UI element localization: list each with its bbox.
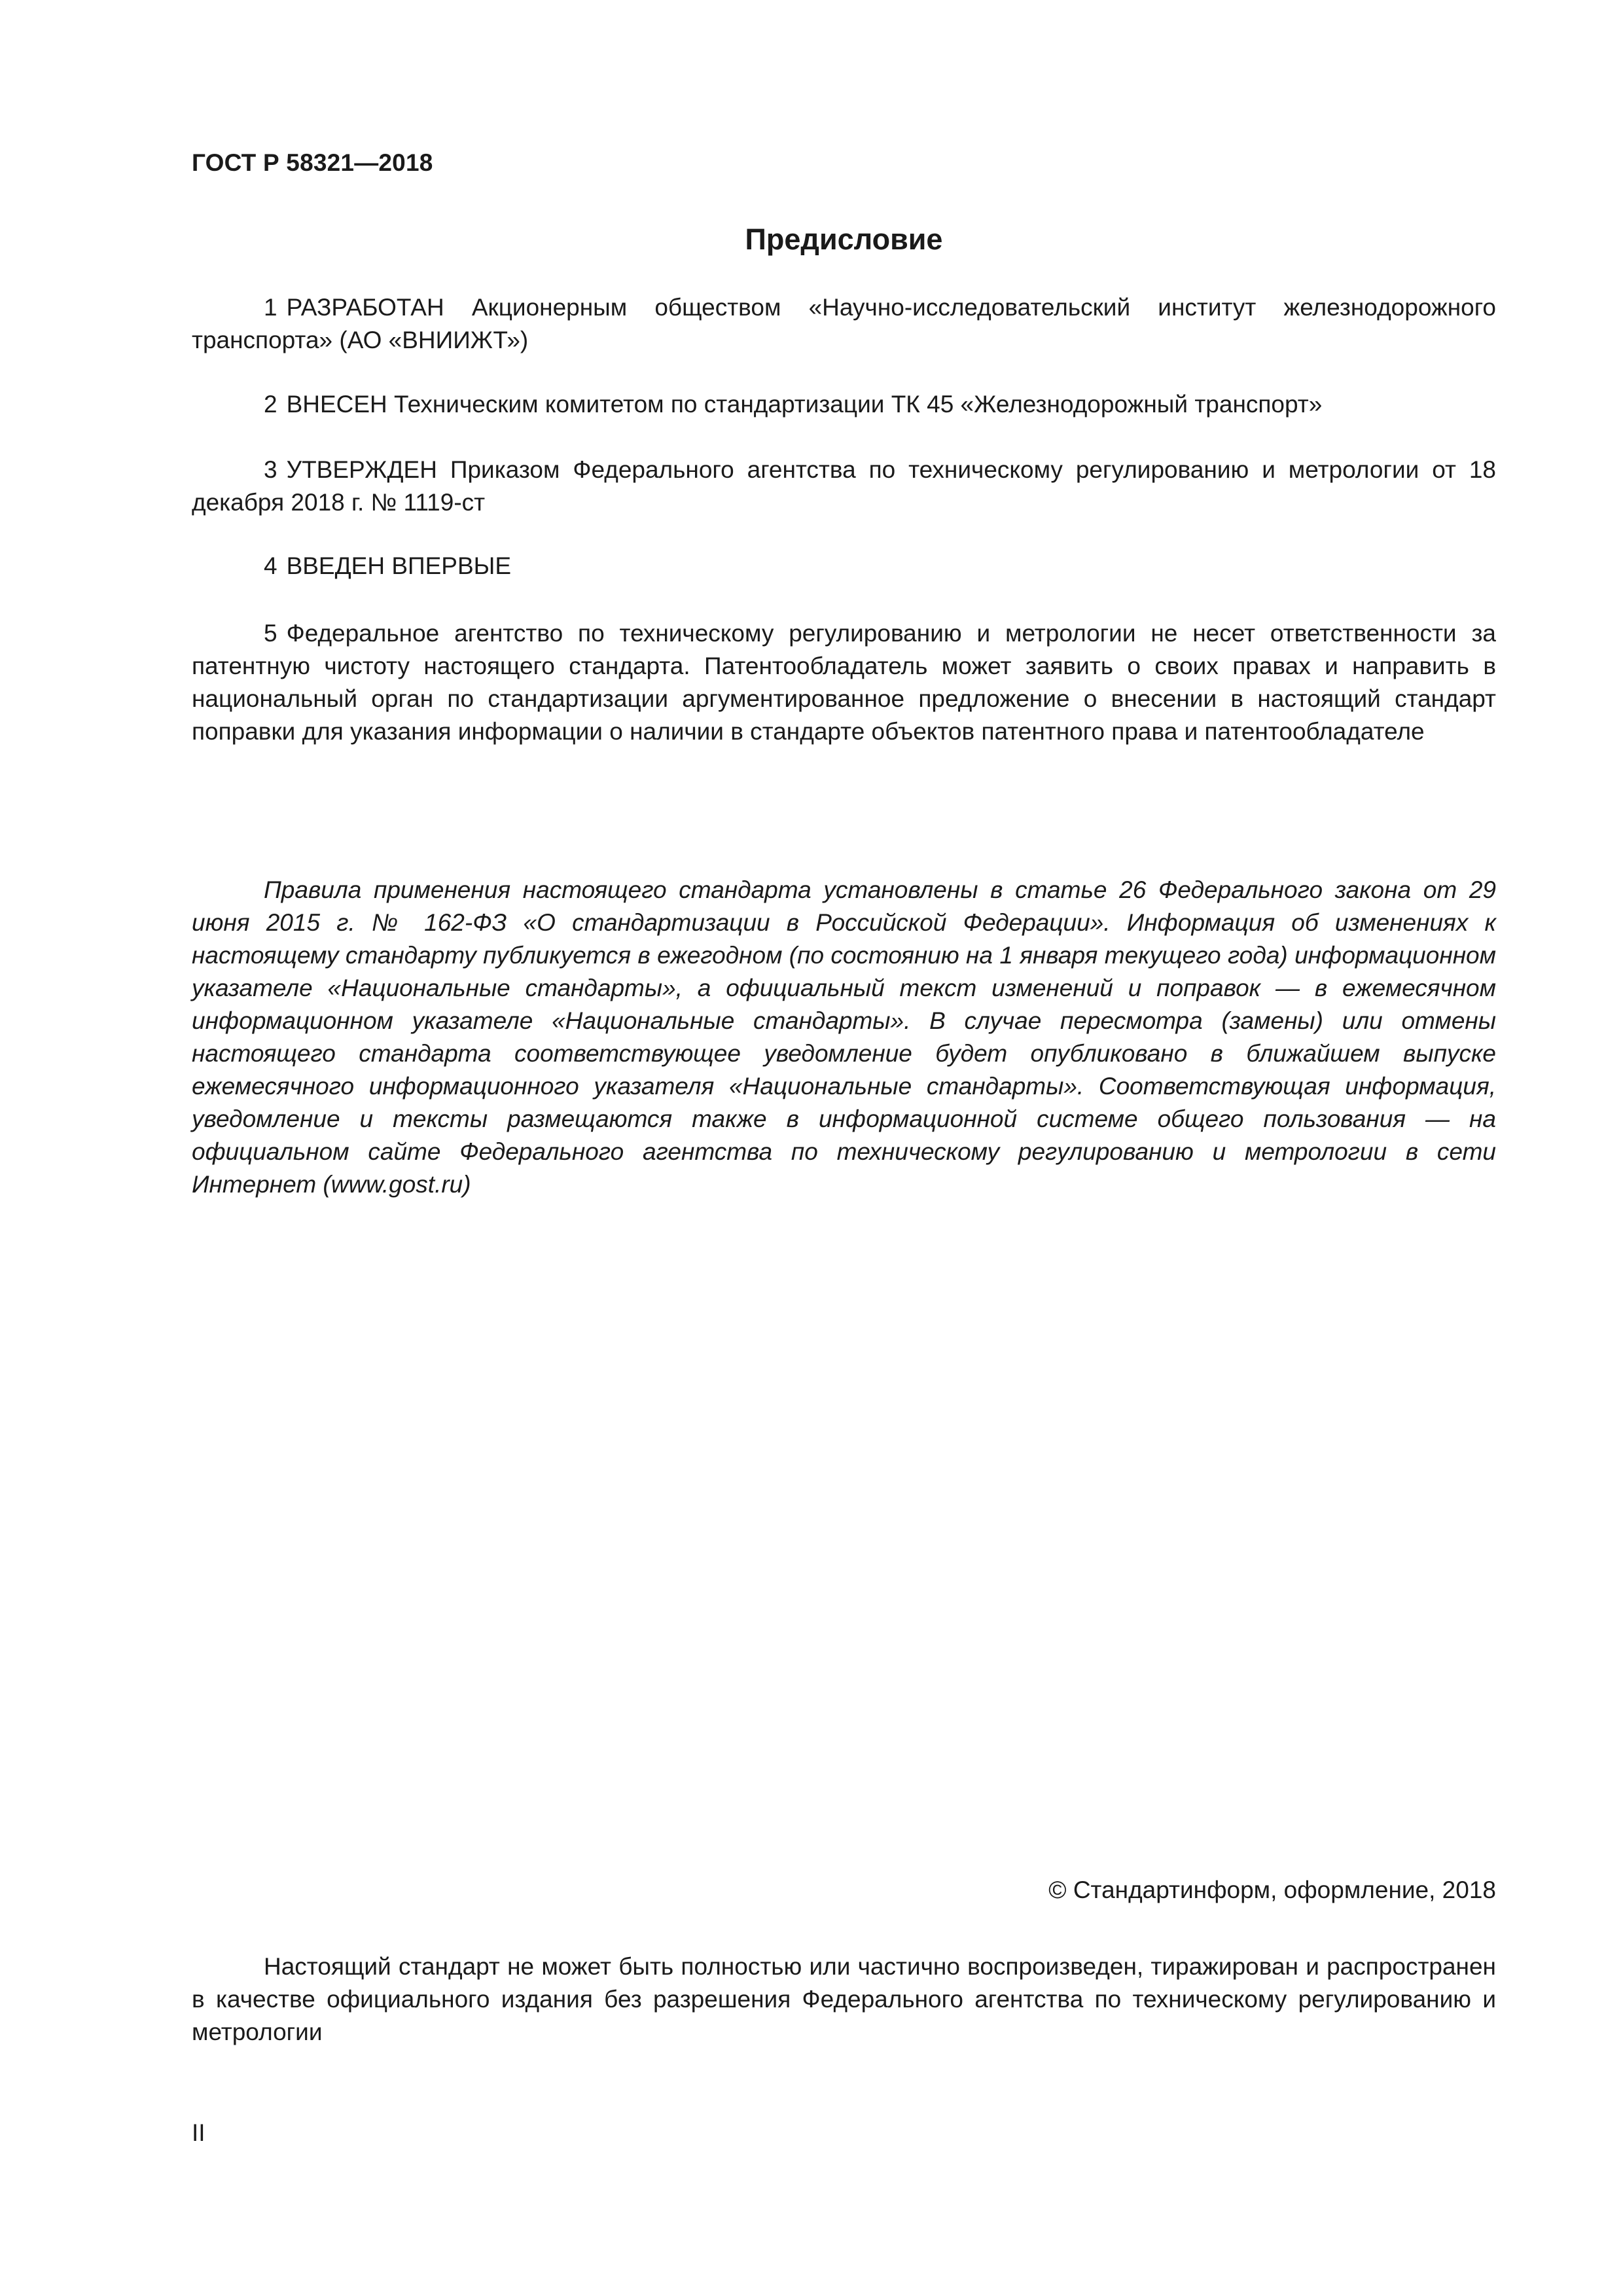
foreword-item-4 [192,550,1496,583]
foreword-item-2-text: ВНЕСЕН Техническим комитетом по стандартизации ТК 45 «Железнодорожный транспорт» [286,391,1323,418]
foreword-item-5 [192,617,1496,748]
foreword-item-4-text: ВВЕДЕН ВПЕРВЫЕ [286,552,512,579]
foreword-item-2-number: 2 [264,391,277,418]
foreword-item-3-number: 3 [264,456,277,483]
standard-rules-note: Правила применения настоящего стандарта установлены в статье 26 Федерального закона от 29 июня 2015 г. № 162-ФЗ «О стандартизации в Российской Федерации». Информация об изменениях к настоящему стандарту публикуется в ежегодном (по состоянию на 1 января текущего года) информационном указателе «Национальные стандарты», а официальный текст изменений и поправок — в ежемесячном информационном указателе «Национальные стандарты». В случае пересмотра (замены) или отмены настоящего стандарта соответствующее уведомление будет опубликовано в ближайшем выпуске ежемесячного информационного указателя «Национальные стандарты». Соответствующая информация, уведомление и тексты размещаются также в информационной системе общего пользования — на официальном сайте Федерального агентства по техническому регулированию и метрологии в сети Интернет (www.gost.ru) [192,876,1496,1198]
reproduction-notice: Настоящий стандарт не может быть полностью или частично воспроизведен, тиражирован и распространен в качестве официального издания без разрешения Федерального агентства по техническому регулированию и метрологии [192,1953,1496,2045]
copyright-line: © Стандартинформ, оформление, 2018 [1048,1876,1496,1903]
foreword-item-2 [192,388,1496,421]
foreword-item-3 [192,454,1496,519]
page-number: II [192,2119,205,2146]
foreword-item-1-text: РАЗРАБОТАН Акционерным обществом «Научно-исследовательский институт железнодорожного транспорта» (АО «ВНИИЖТ») [192,294,1496,353]
document-code-header: ГОСТ Р 58321—2018 [192,149,433,176]
foreword-title: Предисловие [745,223,943,256]
foreword-item-5-number: 5 [264,620,277,647]
foreword-item-5-text: Федеральное агентство по техническому регулированию и метрологии не несет ответственности за патентную чистоту настоящего стандарта. Патентообладатель может заявить о своих правах и направить в национальный орган по стандартизации аргументированное предложение о внесении в настоящий стандарт поправки для указания информации о наличии в стандарте объектов патентного права и патентообладателе [192,620,1496,745]
foreword-item-3-text: УТВЕРЖДЕН Приказом Федерального агентства по техническому регулированию и метрологии от 18 декабря 2018 г. № 1119-ст [192,456,1496,516]
foreword-item-1-number: 1 [264,294,277,321]
foreword-item-1 [192,291,1496,357]
foreword-item-4-number: 4 [264,552,277,579]
